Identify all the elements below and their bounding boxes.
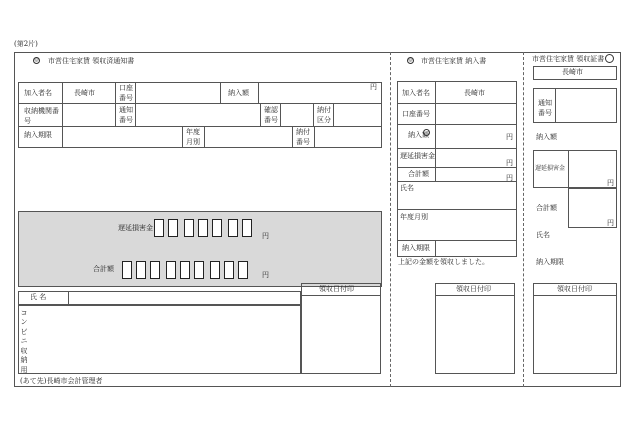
conveni-area [18,305,301,374]
late-fee-digit-box[interactable] [242,219,252,237]
right-total-yen: 円 [607,219,614,227]
late-fee-digit-box[interactable] [198,219,208,237]
middle-table [397,81,517,257]
payer-value: 長崎市 [74,89,95,97]
middle-stamp-box [435,283,515,374]
middle-stamp-label: 領収日付印 [456,285,491,293]
total-digit-box[interactable] [136,261,146,279]
confirm-label: 確認番号 [264,106,278,124]
right-late-fee-label: 遅延損害金 [535,165,566,172]
late-fee-digit-box[interactable] [168,219,178,237]
right-stamp-label: 領収日付印 [557,285,592,293]
total-digit-box[interactable] [194,261,204,279]
middle-total-label: 合計額 [408,170,429,178]
middle-account-label: 口座番号 [402,110,430,118]
name-row [18,291,301,305]
perforation-line-1 [390,52,391,387]
middle-period-label: 年度月別 [400,213,428,221]
late-fee-yen: 円 [262,232,269,240]
middle-deadline-label: 納入期限 [402,244,430,252]
page-label: (第2片) [14,40,38,48]
amount-label: 納入額 [228,89,249,97]
right-total-label: 合計額 [536,204,557,212]
middle-amount-label: 納入額 [408,131,429,139]
late-fee-digit-box[interactable] [212,219,222,237]
late-fee-digit-box[interactable] [228,219,238,237]
right-heading: 市営住宅家賃 領収証書 [532,55,605,63]
right-late-fee-yen: 円 [607,179,614,187]
amount-yen: 円 [370,83,377,91]
seal-mark-icon: ◎ [408,57,413,63]
left-heading: 市営住宅家賃 領収済通知書 [48,57,135,65]
total-digit-box[interactable] [180,261,190,279]
late-fee-digit-box[interactable] [154,219,164,237]
total-digit-box[interactable] [238,261,248,279]
category-label: 納付区分 [317,106,331,124]
total-digit-box[interactable] [150,261,160,279]
deadline-label: 納入期限 [24,131,52,139]
conveni-label: コ ン ビ ニ 収 納 用 [20,309,28,374]
total-label: 合計額 [93,265,114,273]
right-notice-label: 通知番号 [538,99,552,117]
late-fee-label: 遅延損害金 [118,224,153,232]
middle-name-label: 氏名 [400,184,414,192]
seal-small-icon [423,129,430,136]
middle-total-yen: 円 [506,174,513,182]
perforation-line-2 [523,52,524,387]
payer-label: 加入者名 [24,89,52,97]
right-name-label: 氏名 [536,231,550,239]
middle-amount-yen: 円 [506,133,513,141]
middle-late-fee-yen: 円 [506,159,513,167]
middle-heading: 市営住宅家賃 納入書 [421,57,487,65]
account-label: 口座番号 [119,84,133,102]
middle-payer-label: 加入者名 [402,89,430,97]
receipt-stamp-box [301,283,381,374]
footer-addressee: (あて先)長崎市会計管理者 [20,377,103,385]
agency-label: 収納機関番号 [24,107,59,126]
total-digit-box[interactable] [166,261,176,279]
total-yen: 円 [262,271,269,279]
middle-payer-value: 長崎市 [464,89,485,97]
right-stamp-box [533,283,617,374]
stamp-label: 領収日付印 [319,285,354,293]
middle-late-fee-label: 遅延損害金 [400,152,435,160]
notice-label: 通知番号 [119,106,133,124]
right-deadline-label: 納入期限 [536,258,564,266]
late-fee-digit-box[interactable] [184,219,194,237]
right-city: 長崎市 [562,68,583,76]
name-label: 氏 名 [30,293,47,301]
total-digit-box[interactable] [210,261,220,279]
total-digit-box[interactable] [122,261,132,279]
payment-number-label: 納付番号 [296,128,310,146]
middle-receipt-note: 上記の金額を領収しました。 [398,258,489,266]
right-amount-label: 納入額 [536,133,557,141]
period-label: 年度月別 [186,128,200,146]
seal-circle-icon [605,54,614,63]
total-digit-box[interactable] [224,261,234,279]
seal-mark-icon: ◎ [34,57,39,63]
